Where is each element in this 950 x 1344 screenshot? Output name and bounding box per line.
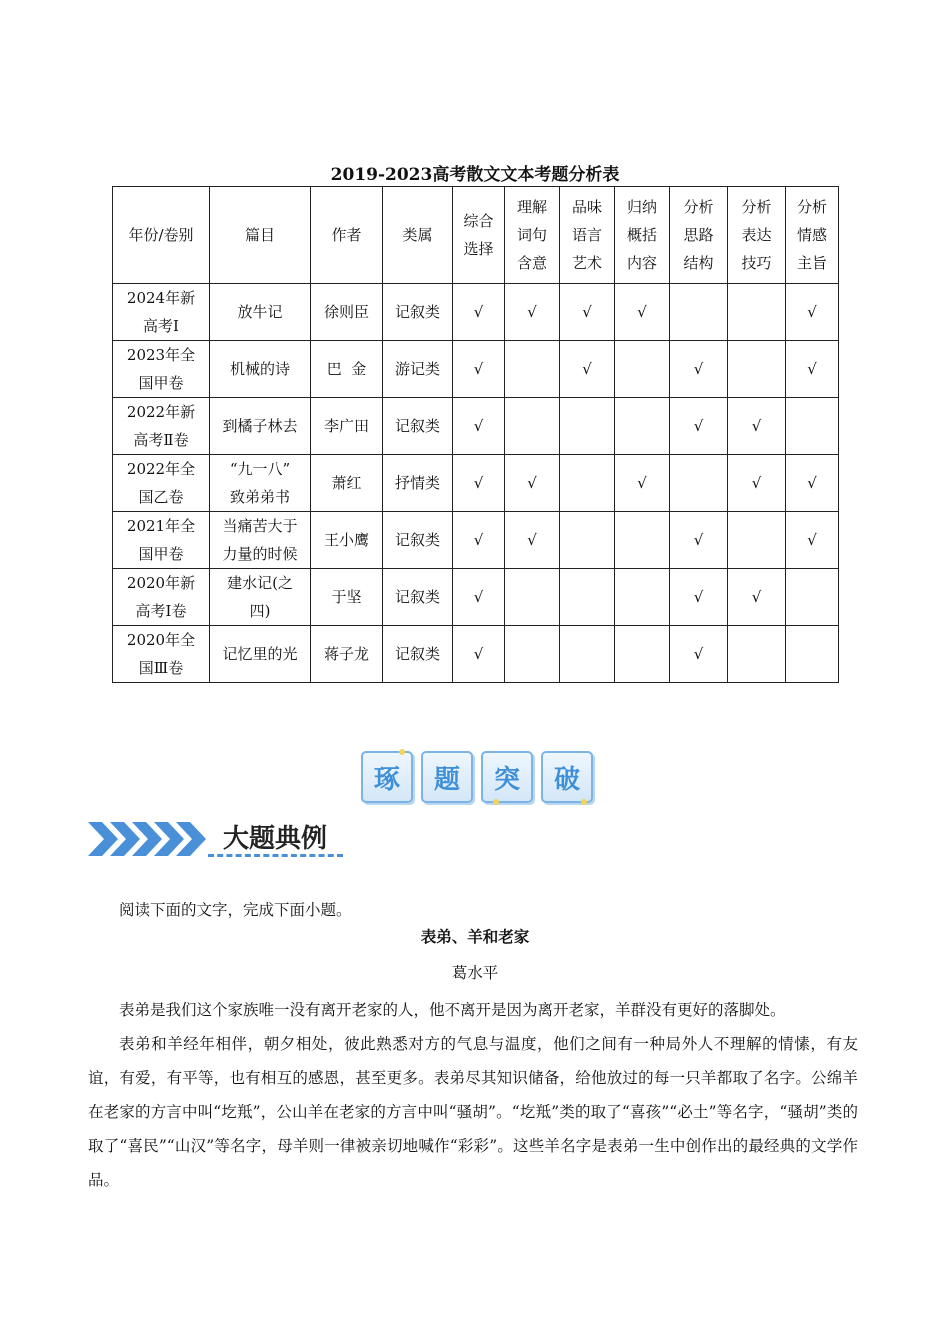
- check-cell: [786, 569, 839, 626]
- column-header: [728, 187, 786, 284]
- column-header-line: 概括: [626, 226, 657, 244]
- check-cell: [728, 626, 786, 683]
- table-title: 2019-2023高考散文文本考题分析表: [330, 165, 620, 185]
- check-cell: √: [453, 626, 505, 683]
- check-cell: √: [786, 512, 839, 569]
- table-row: [113, 512, 839, 569]
- title-cell: [210, 284, 311, 341]
- column-header-line: 分析: [741, 198, 772, 216]
- author-cell: 于坚: [311, 569, 383, 626]
- column-header: [210, 187, 311, 284]
- title-cell: [210, 398, 311, 455]
- year-cell-line: 2024年新: [126, 289, 196, 307]
- column-header-line: 技巧: [741, 254, 772, 272]
- check-cell: √: [670, 626, 728, 683]
- year-cell: [113, 398, 210, 455]
- check-cell: [728, 284, 786, 341]
- column-header-line: 作者: [331, 226, 362, 244]
- year-cell-line: 2023年全: [126, 346, 196, 364]
- year-cell-line: 高考Ⅰ: [143, 317, 179, 335]
- check-cell: √: [786, 455, 839, 512]
- title-cell: [210, 569, 311, 626]
- check-cell: [505, 626, 560, 683]
- story-title: 表弟、羊和老家: [420, 927, 530, 946]
- column-header: [453, 187, 505, 284]
- table-row: [113, 284, 839, 341]
- title-cell-line: “九一八”: [229, 460, 291, 478]
- banner-char: 突: [493, 764, 520, 795]
- check-cell: √: [505, 512, 560, 569]
- banner-char: 破: [553, 764, 580, 795]
- year-cell-line: 2022年新: [126, 403, 196, 421]
- title-cell: [210, 512, 311, 569]
- category-cell: 记叙类: [383, 398, 453, 455]
- check-cell: [560, 626, 615, 683]
- section-heading: [88, 818, 348, 860]
- column-header-line: 理解: [516, 198, 547, 216]
- table-row: [113, 455, 839, 512]
- year-cell-line: 国甲卷: [138, 374, 184, 392]
- year-cell: [113, 341, 210, 398]
- title-cell-line: 建水记(之: [227, 574, 293, 592]
- check-cell: [728, 341, 786, 398]
- year-cell: [113, 626, 210, 683]
- column-header-line: 语言: [571, 226, 602, 244]
- column-header-line: 表达: [741, 226, 772, 244]
- table-row: [113, 398, 839, 455]
- column-header: [786, 187, 839, 284]
- year-cell-line: 2022年全: [126, 460, 196, 478]
- column-header-line: 情感: [796, 226, 827, 244]
- check-cell: √: [453, 455, 505, 512]
- year-cell: [113, 455, 210, 512]
- column-header-line: 年份/卷别: [128, 226, 194, 244]
- story-paragraph: 表弟是我们这个家族唯一没有离开老家的人，他不离开是因为离开老家，羊群没有更好的落脚处。: [119, 1001, 786, 1019]
- sparkle-icon: [493, 799, 499, 805]
- section-banner: [361, 751, 593, 803]
- column-header-line: 篇目: [244, 226, 275, 244]
- title-cell-line: 放牛记: [237, 303, 283, 321]
- table-row: [113, 626, 839, 683]
- check-cell: [615, 341, 670, 398]
- year-cell-line: 2020年新: [126, 574, 196, 592]
- year-cell-line: 高考Ⅱ卷: [133, 431, 189, 449]
- column-header: [560, 187, 615, 284]
- analysis-table: [112, 186, 839, 683]
- author-cell: 王小鹰: [311, 512, 383, 569]
- column-header-line: 艺术: [571, 254, 602, 272]
- author-cell: 蒋子龙: [311, 626, 383, 683]
- author-cell: 萧红: [311, 455, 383, 512]
- section-title: 大题典例: [223, 824, 328, 854]
- author-cell: 徐则臣: [311, 284, 383, 341]
- check-cell: √: [670, 398, 728, 455]
- check-cell: [505, 398, 560, 455]
- check-cell: [560, 455, 615, 512]
- title-cell-line: 当痛苦大于: [222, 517, 298, 535]
- check-cell: √: [670, 341, 728, 398]
- check-cell: [560, 569, 615, 626]
- check-cell: √: [505, 284, 560, 341]
- check-cell: √: [615, 455, 670, 512]
- year-cell-line: 2020年全: [126, 631, 196, 649]
- category-cell: 游记类: [383, 341, 453, 398]
- check-cell: √: [505, 455, 560, 512]
- title-cell-line: 到橘子林去: [222, 417, 298, 435]
- check-cell: [728, 512, 786, 569]
- check-cell: √: [453, 398, 505, 455]
- check-cell: √: [615, 284, 670, 341]
- year-cell-line: 国甲卷: [138, 545, 184, 563]
- author-cell: 李广田: [311, 398, 383, 455]
- sparkle-icon: [581, 799, 587, 805]
- banner-char: 琢: [373, 764, 400, 795]
- column-header-line: 主旨: [796, 254, 827, 272]
- title-cell-line: 力量的时候: [222, 545, 298, 563]
- column-header-line: 综合: [463, 212, 494, 230]
- column-header: [383, 187, 453, 284]
- check-cell: √: [453, 512, 505, 569]
- year-cell: [113, 512, 210, 569]
- year-cell: [113, 569, 210, 626]
- check-cell: [615, 569, 670, 626]
- title-cell: [210, 455, 311, 512]
- year-cell-line: 高考Ⅰ卷: [135, 602, 187, 620]
- check-cell: [505, 569, 560, 626]
- category-cell: 记叙类: [383, 626, 453, 683]
- column-header-line: 归纳: [626, 198, 657, 216]
- title-cell-line: 机械的诗: [229, 360, 290, 378]
- table-header-row: [113, 187, 839, 284]
- column-header: [670, 187, 728, 284]
- check-cell: [560, 398, 615, 455]
- title-cell: [210, 341, 311, 398]
- table-row: [113, 569, 839, 626]
- check-cell: [560, 512, 615, 569]
- category-cell: 抒情类: [383, 455, 453, 512]
- category-cell: 记叙类: [383, 284, 453, 341]
- check-cell: √: [560, 341, 615, 398]
- year-cell-line: 国乙卷: [138, 488, 184, 506]
- banner-tile: [421, 751, 473, 803]
- column-header-line: 类属: [402, 226, 433, 244]
- table-row: [113, 341, 839, 398]
- author-cell: 巴 金: [311, 341, 383, 398]
- year-cell-line: 2021年全: [126, 517, 196, 535]
- category-cell: 记叙类: [383, 512, 453, 569]
- year-cell: [113, 284, 210, 341]
- column-header-line: 品味: [571, 198, 602, 216]
- check-cell: [670, 455, 728, 512]
- check-cell: [615, 512, 670, 569]
- column-header-line: 结构: [683, 254, 714, 272]
- year-cell-line: 国Ⅲ卷: [138, 659, 184, 677]
- story-author: 葛水平: [451, 964, 499, 982]
- column-header: [113, 187, 210, 284]
- column-header: [505, 187, 560, 284]
- section-underline: [208, 854, 343, 857]
- title-cell-line: 四): [249, 602, 271, 620]
- check-cell: √: [728, 455, 786, 512]
- check-cell: √: [453, 569, 505, 626]
- check-cell: √: [670, 512, 728, 569]
- column-header-line: 选择: [463, 240, 494, 258]
- story-paragraph: 表弟和羊经年相伴，朝夕相处，彼此熟悉对方的气息与温度，他们之间有一种局外人不理解的情愫，有友谊，有爱，有平等，也有相互的感恩，甚至更多。表弟尽其知识储备，给他放过的每一只羊都取了名字。公绵羊在老家的方言中叫“圪羝”，公山羊在老家的方言中叫“骚胡”。“圪羝”类的取了“喜孩”“必土”等名字，“骚胡”类的取了“喜民”“山汉”等名字，母羊则一律被亲切地喊作“彩彩”。这些羊名字是表弟一生中创作出的最经典的文学作品。: [88, 1035, 858, 1189]
- chevrons-icon: [88, 822, 213, 856]
- column-header: [311, 187, 383, 284]
- check-cell: √: [670, 569, 728, 626]
- check-cell: [786, 626, 839, 683]
- check-cell: √: [786, 284, 839, 341]
- banner-char: 题: [433, 764, 460, 795]
- sparkle-icon: [399, 749, 405, 755]
- check-cell: [786, 398, 839, 455]
- check-cell: √: [560, 284, 615, 341]
- check-cell: √: [453, 284, 505, 341]
- check-cell: √: [728, 569, 786, 626]
- column-header-line: 内容: [626, 254, 657, 272]
- check-cell: [505, 341, 560, 398]
- column-header-line: 思路: [683, 226, 714, 244]
- column-header-line: 含意: [516, 254, 547, 272]
- category-cell: 记叙类: [383, 569, 453, 626]
- column-header-line: 分析: [683, 198, 714, 216]
- check-cell: [615, 626, 670, 683]
- check-cell: [670, 284, 728, 341]
- column-header-line: 词句: [516, 226, 547, 244]
- check-cell: √: [728, 398, 786, 455]
- banner-tile: [541, 751, 593, 803]
- check-cell: √: [786, 341, 839, 398]
- banner-tile: [481, 751, 533, 803]
- title-cell: [210, 626, 311, 683]
- title-cell-line: 致弟弟书: [229, 488, 290, 506]
- check-cell: √: [453, 341, 505, 398]
- instruction-text: 阅读下面的文字，完成下面小题。: [119, 901, 352, 919]
- column-header: [615, 187, 670, 284]
- check-cell: [615, 398, 670, 455]
- title-cell-line: 记忆里的光: [222, 645, 298, 663]
- column-header-line: 分析: [796, 198, 827, 216]
- banner-tile: [361, 751, 413, 803]
